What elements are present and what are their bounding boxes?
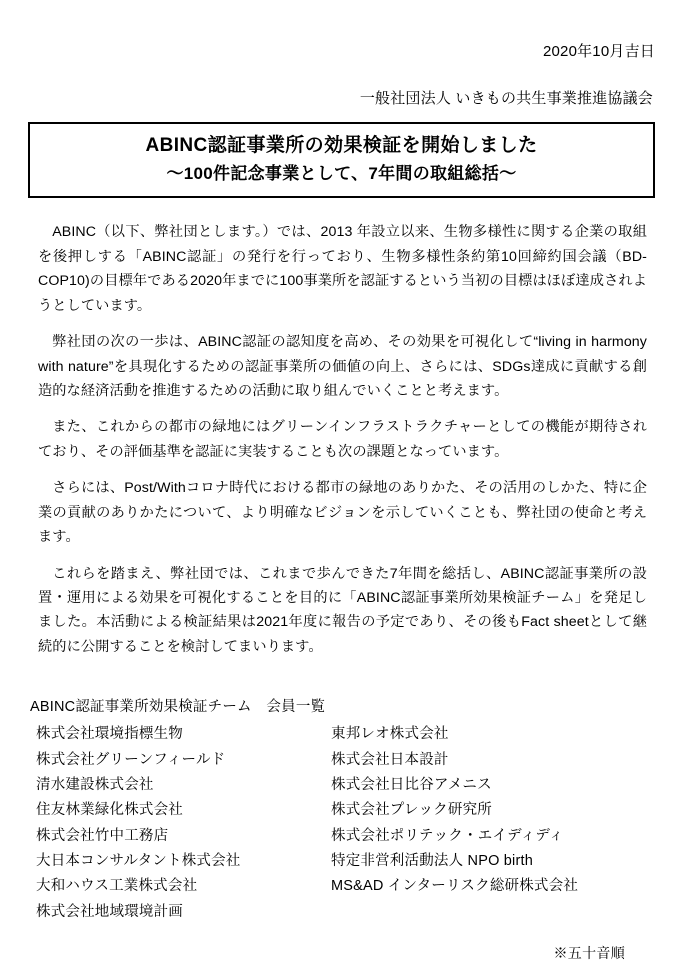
member-list (28, 722, 655, 925)
body-paragraph: ABINC（以下、弊社団とします。）では、2013 年設立以来、生物多様性に関する企業の取組を後押しする「ABINC認証」の発行を行っており、生物多様性条約第10回締約国会議（BD-COP10)の目標年である2020年までに100事業所を認証するという当初の目標はほぼ達成されようとしています。 (38, 224, 647, 314)
member-list-right-column (331, 722, 651, 925)
list-item: 株式会社プレック研究所 (331, 802, 492, 819)
document-organization: 一般社団法人 いきもの共生事業推進協議会 (359, 90, 653, 107)
list-item: 株式会社日本設計 (331, 751, 449, 768)
list-item: 大日本コンサルタント株式会社 (36, 853, 241, 870)
body-paragraph: さらには、Post/Withコロナ時代における都市の緑地のありかた、その活用のしかた、特に企業の貢献のありかたについて、より明確なビジョンを示していくことも、弊社団の使命と考えます。 (38, 480, 647, 546)
document-body (28, 220, 655, 659)
document-title-box (28, 122, 655, 198)
member-list-left-column (36, 722, 331, 925)
body-paragraph: 弊社団の次の一歩は、ABINC認証の認知度を高め、その効果を可視化して“living in harmony with nature”を具現化するための認証事業所の価値の向上、さらには、SDGs達成に貢献する創造的な経済活動を推進するための活動に取り組んでいくことと考えます。 (38, 334, 647, 399)
list-item: MS&AD インターリスク総研株式会社 (331, 878, 579, 895)
list-item: 株式会社地域環境計画 (36, 903, 183, 920)
body-paragraph: これらを踏まえ、弊社団では、これまで歩んできた7年間を総括し、ABINC認証事業所の設置・運用による効果を可視化することを目的に「ABINC認証事業所効果検証チーム」を発足しました。本活動による検証結果は2021年度に報告の予定であり、その後もFact sheetとして継続的に公開することを検討してまいります。 (38, 565, 647, 655)
member-list-heading: ABINC認証事業所効果検証チーム 会員一覧 (30, 699, 326, 716)
list-item: 株式会社ポリテック・エイディディ (331, 827, 564, 844)
body-paragraph: また、これからの都市の緑地にはグリーンインフラストラクチャーとしての機能が期待されており、その評価基準を認証に実装することも次の課題となっています。 (38, 419, 647, 460)
member-list-footnote: ※五十音順 (553, 945, 625, 962)
document-date: 2020年10月吉日 (542, 43, 655, 60)
list-item: 株式会社グリーンフィールド (36, 751, 226, 768)
list-item: 大和ハウス工業株式会社 (36, 878, 198, 895)
list-item: 住友林業緑化株式会社 (36, 802, 183, 819)
list-item: 株式会社竹中工務店 (36, 827, 169, 844)
page-subtitle: ～100件記念事業として、7年間の取組総括～ (166, 163, 517, 183)
list-item: 特定非営利活動法人 NPO birth (331, 853, 533, 870)
list-item: 株式会社日比谷アメニス (331, 776, 492, 793)
list-item: 清水建設株式会社 (36, 776, 154, 793)
page-title: ABINC認証事業所の効果検証を開始しました (145, 135, 538, 156)
list-item: 株式会社環境指標生物 (36, 726, 183, 743)
list-item: 東邦レオ株式会社 (331, 726, 449, 743)
